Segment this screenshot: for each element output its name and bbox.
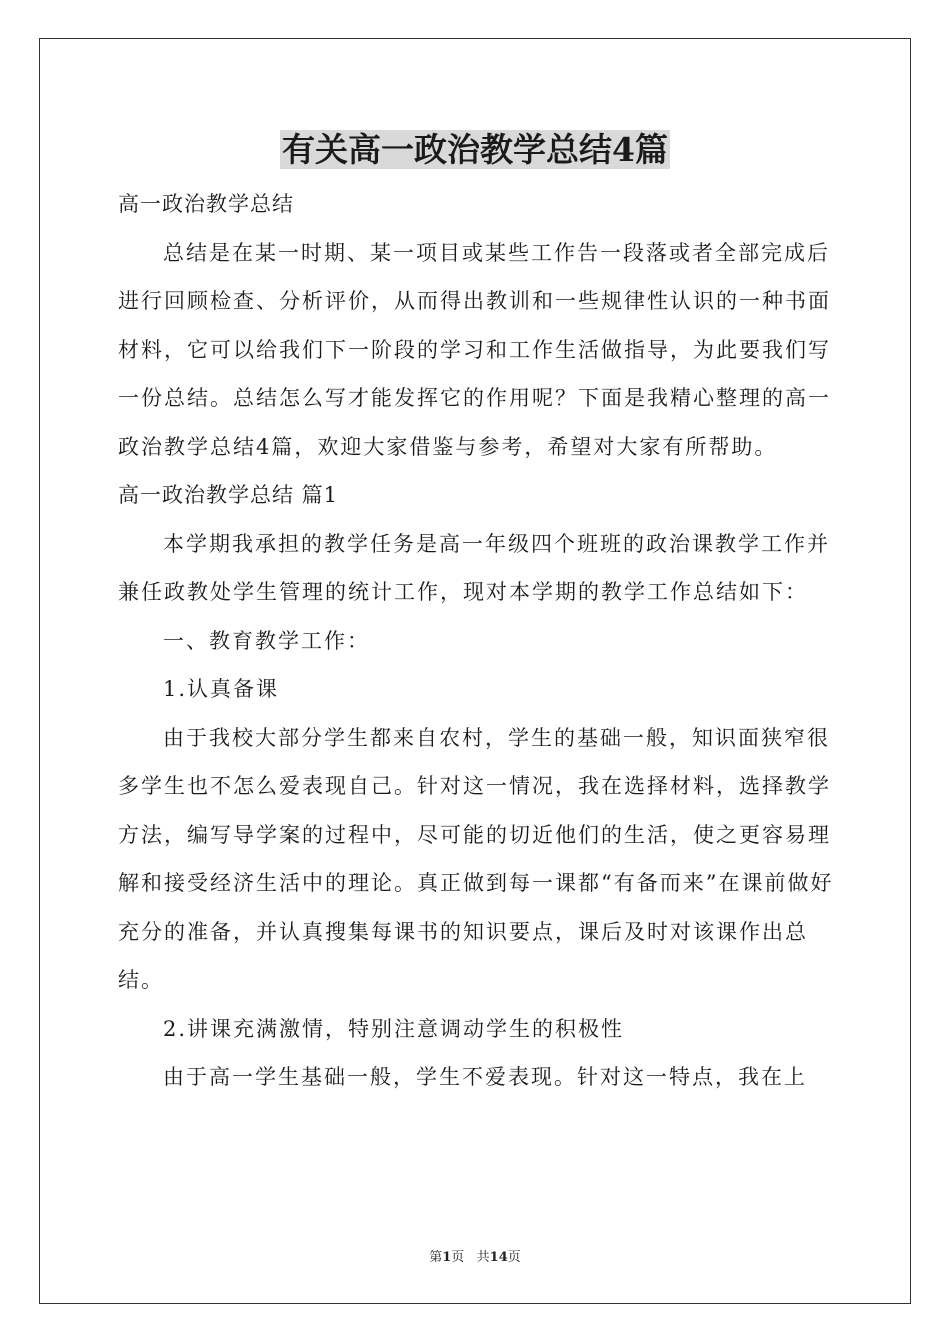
document-body <box>118 180 834 1102</box>
page-total-number: 14 <box>489 1250 508 1265</box>
paragraph: 由于我校大部分学生都来自农村，学生的基础一般，知识面狭窄很多学生也不怎么爱表现自己。针对这一情况，我在选择材料，选择教学方法，编写导学案的过程中，尽可能的切近他们的生活，使之更容易理解和接受经济生活中的理论。真正做到每一课都“有备而来”在课前做好充分的准备，并认真搜集每课书的知识要点，课后及时对该课作出总结。 <box>118 725 834 992</box>
paragraph: 本学期我承担的教学任务是高一年级四个班班的政治课教学工作并兼任政教处学生管理的统计工作，现对本学期的教学工作总结如下： <box>118 531 830 604</box>
paragraph: 1.认真备课 <box>163 677 280 701</box>
paragraph: 总结是在某一时期、某一项目或某些工作告一段落或者全部完成后进行回顾检查、分析评价，从而得出教训和一些规律性认识的一种书面材料，它可以给我们下一阶段的学习和工作生活做指导，为此要我们写一份总结。总结怎么写才能发挥它的作用呢？下面是我精心整理的高一政治教学总结4篇，欢迎大家借鉴与参考，希望对大家有所帮助。 <box>118 240 831 459</box>
page-current-number: 1 <box>442 1250 452 1265</box>
paragraph: 2.讲课充满激情，特别注意调动学生的积极性 <box>163 1016 625 1041</box>
document-title <box>0 128 950 172</box>
section-heading: 高一政治教学总结 篇1 <box>118 483 339 507</box>
footer-mid: 页 共 <box>451 1250 490 1265</box>
paragraph: 由于高一学生基础一般，学生不爱表现。针对这一特点，我在上 <box>163 1065 807 1089</box>
paragraph: 一、教育教学工作： <box>163 628 370 653</box>
page-footer <box>0 1249 950 1267</box>
document-title-text: 有关高一政治教学总结4篇 <box>282 130 668 169</box>
footer-suffix: 页 <box>507 1250 521 1265</box>
section-heading: 高一政治教学总结 <box>118 192 294 216</box>
footer-prefix: 第 <box>429 1250 443 1265</box>
